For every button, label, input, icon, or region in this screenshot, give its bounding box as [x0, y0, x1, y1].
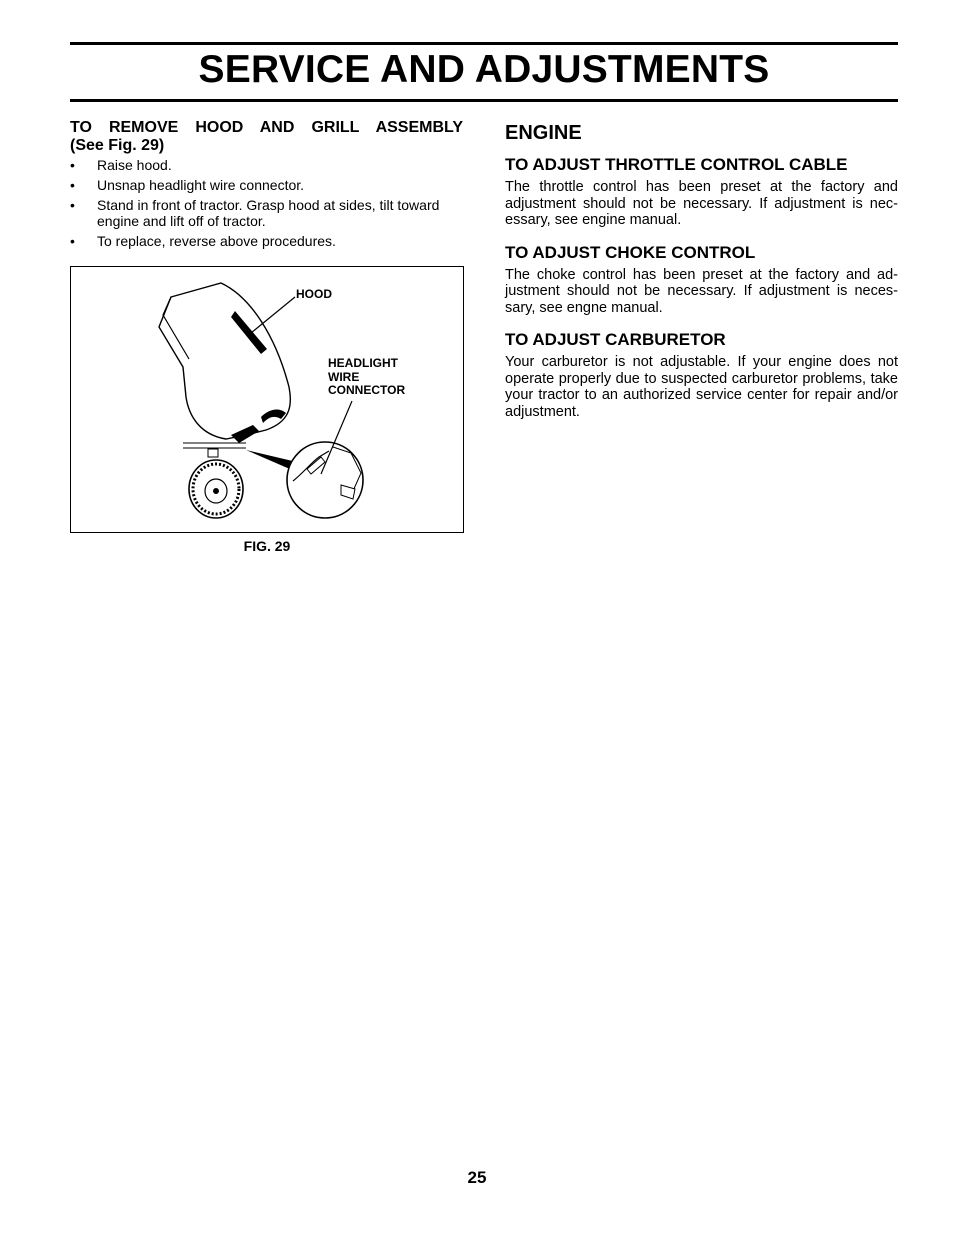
- page-number: 25: [467, 1168, 487, 1187]
- frame-bracket: [208, 449, 218, 457]
- step-item: [70, 233, 463, 249]
- remove-hood-section: [70, 119, 463, 253]
- choke-text: The choke control has been preset at the factory and ad-justment should not be necessary. If adjustment is neces-sary, see engne manual.: [505, 266, 898, 316]
- bullet-icon: •: [70, 177, 75, 193]
- figure-29: [70, 266, 464, 533]
- carburetor-text: Your carburetor is not adjustable. If your engine does not operate properly due to suspected carburetor problems, take your tractor to an authorized service center for repair and/or adjustment.: [505, 354, 898, 420]
- connector-label: [328, 357, 405, 398]
- figure-caption: FIG. 29: [243, 538, 291, 554]
- hood-illustration: [71, 267, 463, 532]
- throttle-heading: TO ADJUST THROTTLE CONTROL CABLE: [505, 155, 848, 174]
- hub: [213, 488, 219, 494]
- throttle-text: The throttle control has been preset at the factory and adjustment should not be necessary. If adjustment is nec-essary, see engine manual.: [505, 179, 898, 228]
- step-item: [70, 157, 463, 173]
- engine-section: [505, 121, 898, 434]
- bullet-icon: •: [70, 197, 75, 213]
- carburetor-heading: TO ADJUST CARBURETOR: [505, 330, 726, 349]
- step-text: Unsnap headlight wire connector.: [97, 177, 305, 193]
- step-item: [70, 177, 463, 193]
- connector-label-line2: WIRE: [328, 369, 360, 384]
- engine-heading: ENGINE: [505, 122, 582, 144]
- remove-hood-heading-line1: TO REMOVE HOOD AND GRILL ASSEMBLY: [70, 119, 463, 136]
- title-underline-rule: [70, 99, 898, 102]
- connector-label-line3: CONNECTOR: [328, 383, 406, 397]
- connector-label-line1: HEADLIGHT: [328, 356, 398, 370]
- step-text: To replace, reverse above procedures.: [97, 233, 336, 249]
- page-title: SERVICE AND ADJUSTMENTS: [198, 48, 770, 91]
- step-item: [70, 197, 463, 229]
- remove-hood-steps: [70, 157, 463, 249]
- hood-label: HOOD: [296, 287, 332, 301]
- bullet-icon: •: [70, 233, 75, 249]
- remove-hood-heading: [70, 119, 463, 155]
- step-text: Raise hood.: [97, 157, 172, 173]
- remove-hood-heading-line2: (See Fig. 29): [70, 137, 165, 154]
- top-rule: [70, 42, 898, 45]
- step-text: Stand in front of tractor. Grasp hood at sides, tilt toward engine and lift off of tractor.: [97, 197, 440, 229]
- bullet-icon: •: [70, 157, 75, 173]
- choke-heading: TO ADJUST CHOKE CONTROL: [505, 242, 756, 262]
